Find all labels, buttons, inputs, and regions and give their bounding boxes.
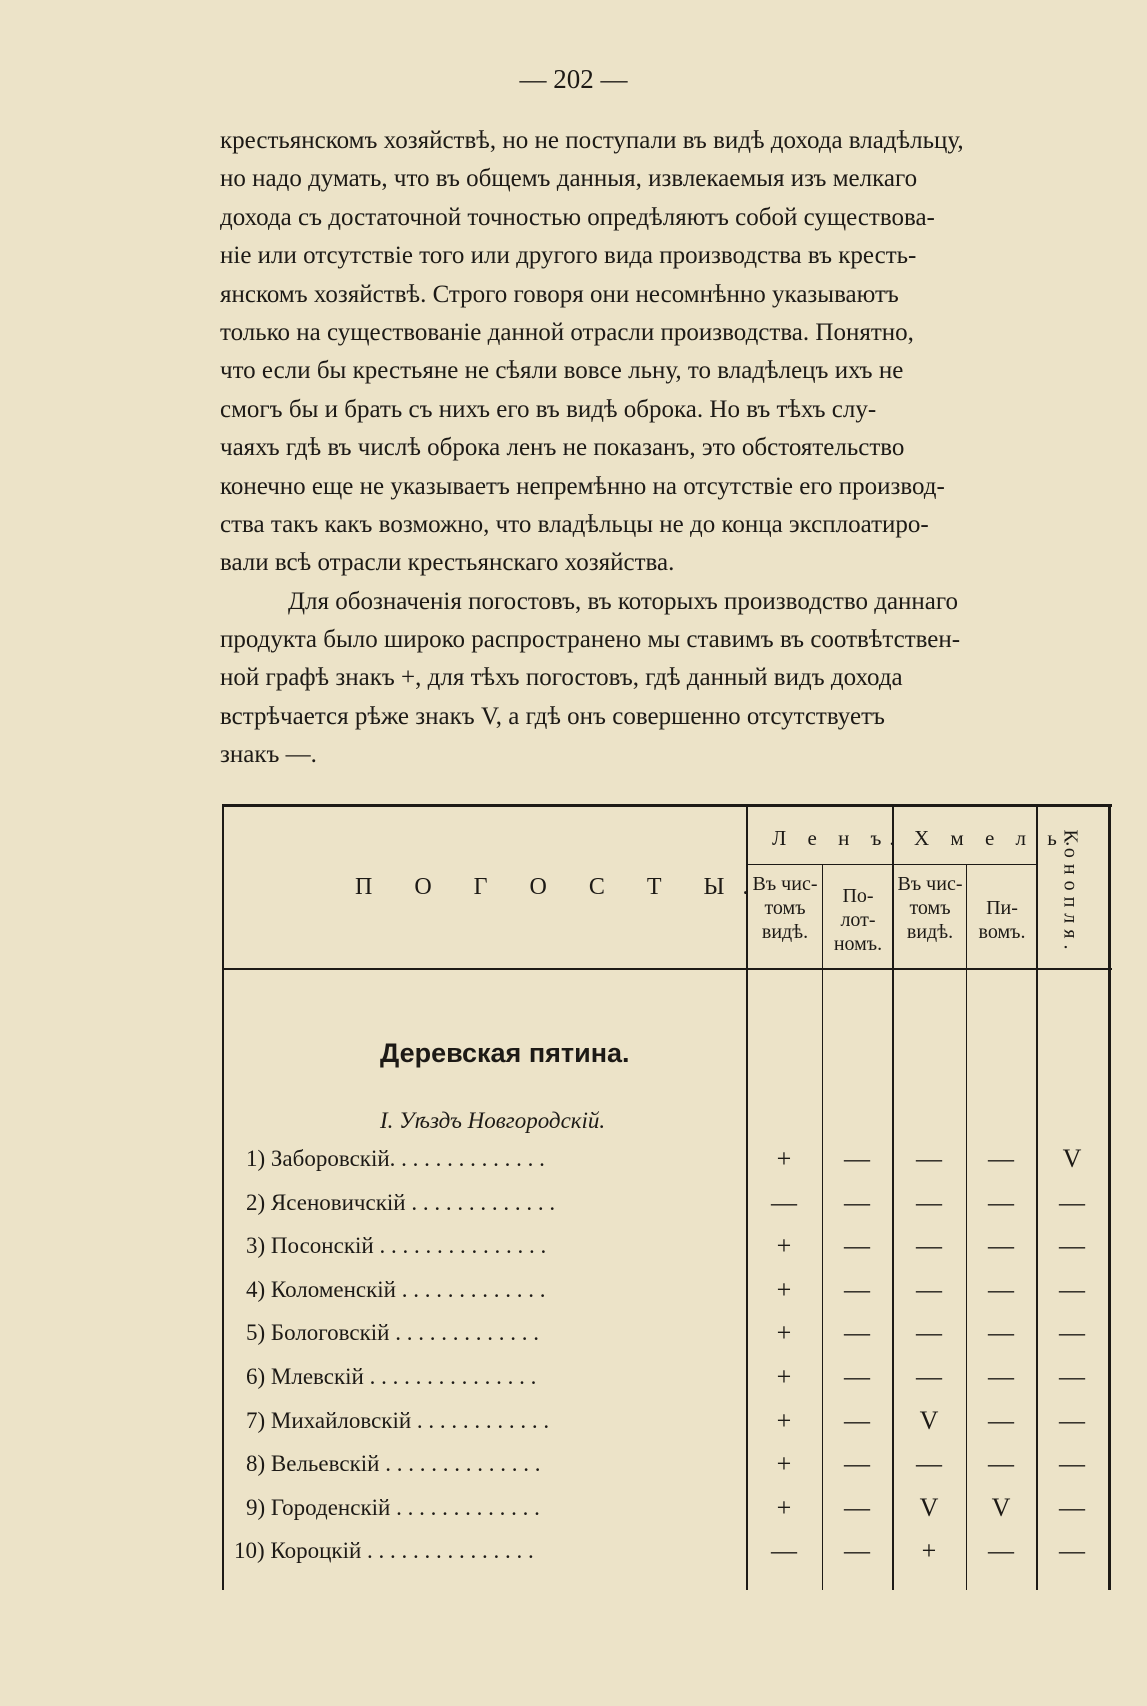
text-line: дохода съ достаточной точностью опредѣляютъ собой существова- <box>220 203 935 231</box>
table-cell: — <box>844 1362 870 1391</box>
table-cell: + <box>776 1405 792 1435</box>
header-bottom-rule <box>222 968 1112 970</box>
pogost-name: 3) Посонскій . . . . . . . . . . . . . . . <box>246 1233 547 1259</box>
table-row <box>222 1184 1112 1224</box>
table-cell: — <box>844 1449 870 1479</box>
table-cell: + <box>776 1492 792 1522</box>
table-cell: — <box>988 1274 1014 1304</box>
table-cell: — <box>916 1187 942 1217</box>
table-cell: — <box>988 1536 1014 1566</box>
table-cell: — <box>988 1318 1014 1348</box>
text-line: вали всѣ отрасли крестьянскаго хозяйства. <box>220 549 675 577</box>
pogost-name: 6) Млевскій . . . . . . . . . . . . . . . <box>246 1364 537 1389</box>
table-cell: — <box>988 1144 1014 1173</box>
table-cell: + <box>776 1144 792 1173</box>
header-hmel: Х м е л ь. <box>914 826 1079 850</box>
table-cell: + <box>921 1536 937 1566</box>
table-cell: — <box>916 1144 942 1173</box>
text-line: ства такъ какъ возможно, что владѣльцы не до конца эксплоатиро- <box>220 510 929 538</box>
paragraph-2 <box>220 583 1112 775</box>
table-cell: — <box>771 1187 797 1217</box>
table-cell: — <box>844 1231 870 1261</box>
table-cell: — <box>1059 1492 1085 1522</box>
table-cell: — <box>1059 1187 1085 1217</box>
table-cell: — <box>988 1405 1014 1435</box>
table-cell: — <box>916 1231 942 1261</box>
table-cell: — <box>844 1405 870 1435</box>
table-cell: — <box>844 1144 870 1173</box>
table-cell: + <box>776 1231 792 1261</box>
text-line: только на существованіе данной отрасли производства. Понятно, <box>220 318 914 346</box>
table-cell: — <box>1059 1362 1085 1391</box>
text-line: но надо думать, что въ общемъ данныя, извлекаемыя изъ мелкаго <box>220 165 918 193</box>
table-row <box>222 1445 1112 1485</box>
text-line: конечно еще не указываетъ непремѣнно на отсутствіе его производ- <box>220 472 945 500</box>
table-cell: V <box>919 1405 939 1435</box>
table-cell: — <box>988 1187 1014 1217</box>
pogost-name: 5) Бологовскій . . . . . . . . . . . . . <box>246 1320 539 1346</box>
section-title: Деревская пятина. <box>380 1038 630 1068</box>
text-line: крестьянскомъ хозяйствѣ, но не поступали въ видѣ дохода владѣльцу, <box>220 127 964 154</box>
table-row <box>222 1314 1112 1354</box>
table-row <box>222 1489 1112 1529</box>
page-number: — 202 — <box>519 64 628 94</box>
table-cell: — <box>1059 1536 1085 1566</box>
table-row <box>222 1227 1112 1267</box>
table-cell: — <box>1059 1405 1085 1435</box>
table-cell: V <box>991 1492 1011 1522</box>
table-cell: — <box>1059 1274 1085 1304</box>
text-line: продукта было широко распространено мы ставимъ въ соотвѣтствен- <box>220 626 961 654</box>
text-line: что если бы крестьяне не сѣяли вовсе льну, то владѣлецъ ихъ не <box>220 357 904 385</box>
table-cell: — <box>771 1536 797 1566</box>
table-cell: V <box>919 1492 939 1522</box>
table-cell: + <box>776 1318 792 1348</box>
table-cell: — <box>844 1492 870 1522</box>
pogost-name: 2) Ясеновичскій . . . . . . . . . . . . . <box>246 1189 556 1215</box>
text-line: ніе или отсутствіе того или другого вида производства въ кресть- <box>220 242 917 270</box>
table-cell: + <box>776 1274 792 1304</box>
table-row <box>222 1271 1112 1311</box>
pogost-name: 4) Коломенскій . . . . . . . . . . . . . <box>246 1276 546 1302</box>
header-konoplya <box>1040 822 1100 962</box>
table-row <box>222 1358 1112 1398</box>
table-cell: — <box>1059 1231 1085 1261</box>
pogost-name: 9) Городенскій . . . . . . . . . . . . . <box>246 1494 540 1520</box>
text-line: чаяхъ гдѣ въ числѣ оброка ленъ не показанъ, это обстоятельство <box>220 434 905 462</box>
table-cell: — <box>844 1318 870 1348</box>
header-pogosty: П О Г О С Т Ы. <box>355 874 767 900</box>
subheader-len-cloth: По- лот- номъ. <box>833 885 883 955</box>
pogost-name: 8) Вельевскій . . . . . . . . . . . . . . <box>246 1451 541 1477</box>
table-cell: — <box>916 1274 942 1304</box>
subheader-len-clean: Въ чис- томъ видѣ. <box>752 873 818 943</box>
district-title: I. Уѣздъ Новгородскій. <box>380 1108 606 1133</box>
header-len: Л е н ъ. <box>772 826 903 850</box>
pogost-name: 1) Заборовскій. . . . . . . . . . . . . . <box>246 1146 545 1171</box>
table-cell: — <box>916 1362 942 1391</box>
table-cell: + <box>776 1449 792 1479</box>
table-cell: — <box>1059 1449 1085 1479</box>
table-cell: — <box>844 1536 870 1566</box>
table-cell: — <box>844 1187 870 1217</box>
text-line: знакъ —. <box>220 741 317 769</box>
table-cell: — <box>916 1449 942 1479</box>
table-cell: — <box>916 1318 942 1348</box>
header-konoplya-text: Конопля. <box>1059 829 1082 955</box>
table-cell: + <box>776 1362 792 1391</box>
body-text <box>220 122 1112 775</box>
table-top-rule <box>222 804 1112 807</box>
subheader-hmel-clean: Въ чис- томъ видѣ. <box>897 873 963 943</box>
subheader-hmel-beer: Пи- вомъ. <box>978 897 1026 943</box>
table-row <box>222 1532 1112 1572</box>
table-row <box>222 1402 1112 1442</box>
text-line: Для обозначенія погостовъ, въ которыхъ производство даннаго <box>288 587 959 615</box>
pogost-name: 7) Михайловскій . . . . . . . . . . . . <box>246 1407 550 1433</box>
text-line: встрѣчается рѣже знакъ V, а гдѣ онъ совершенно отсутствуетъ <box>220 702 885 730</box>
table-cell: — <box>1059 1318 1085 1348</box>
table-cell: — <box>844 1274 870 1304</box>
table-cell: — <box>988 1231 1014 1261</box>
table-row <box>222 1140 1112 1180</box>
text-line: янскомъ хозяйствѣ. Строго говоря они несомнѣнно указываютъ <box>220 280 899 308</box>
text-line: ной графѣ знакъ +, для тѣхъ погостовъ, гдѣ данный видъ дохода <box>220 664 903 692</box>
table-cell: — <box>988 1362 1014 1391</box>
text-line: смогъ бы и брать съ нихъ его въ видѣ оброка. Но въ тѣхъ слу- <box>220 395 877 423</box>
table-cell: — <box>988 1449 1014 1479</box>
paragraph-1 <box>220 122 1112 583</box>
table-cell: V <box>1062 1144 1082 1173</box>
pogost-name: 10) Короцкій . . . . . . . . . . . . . . . <box>234 1538 534 1564</box>
